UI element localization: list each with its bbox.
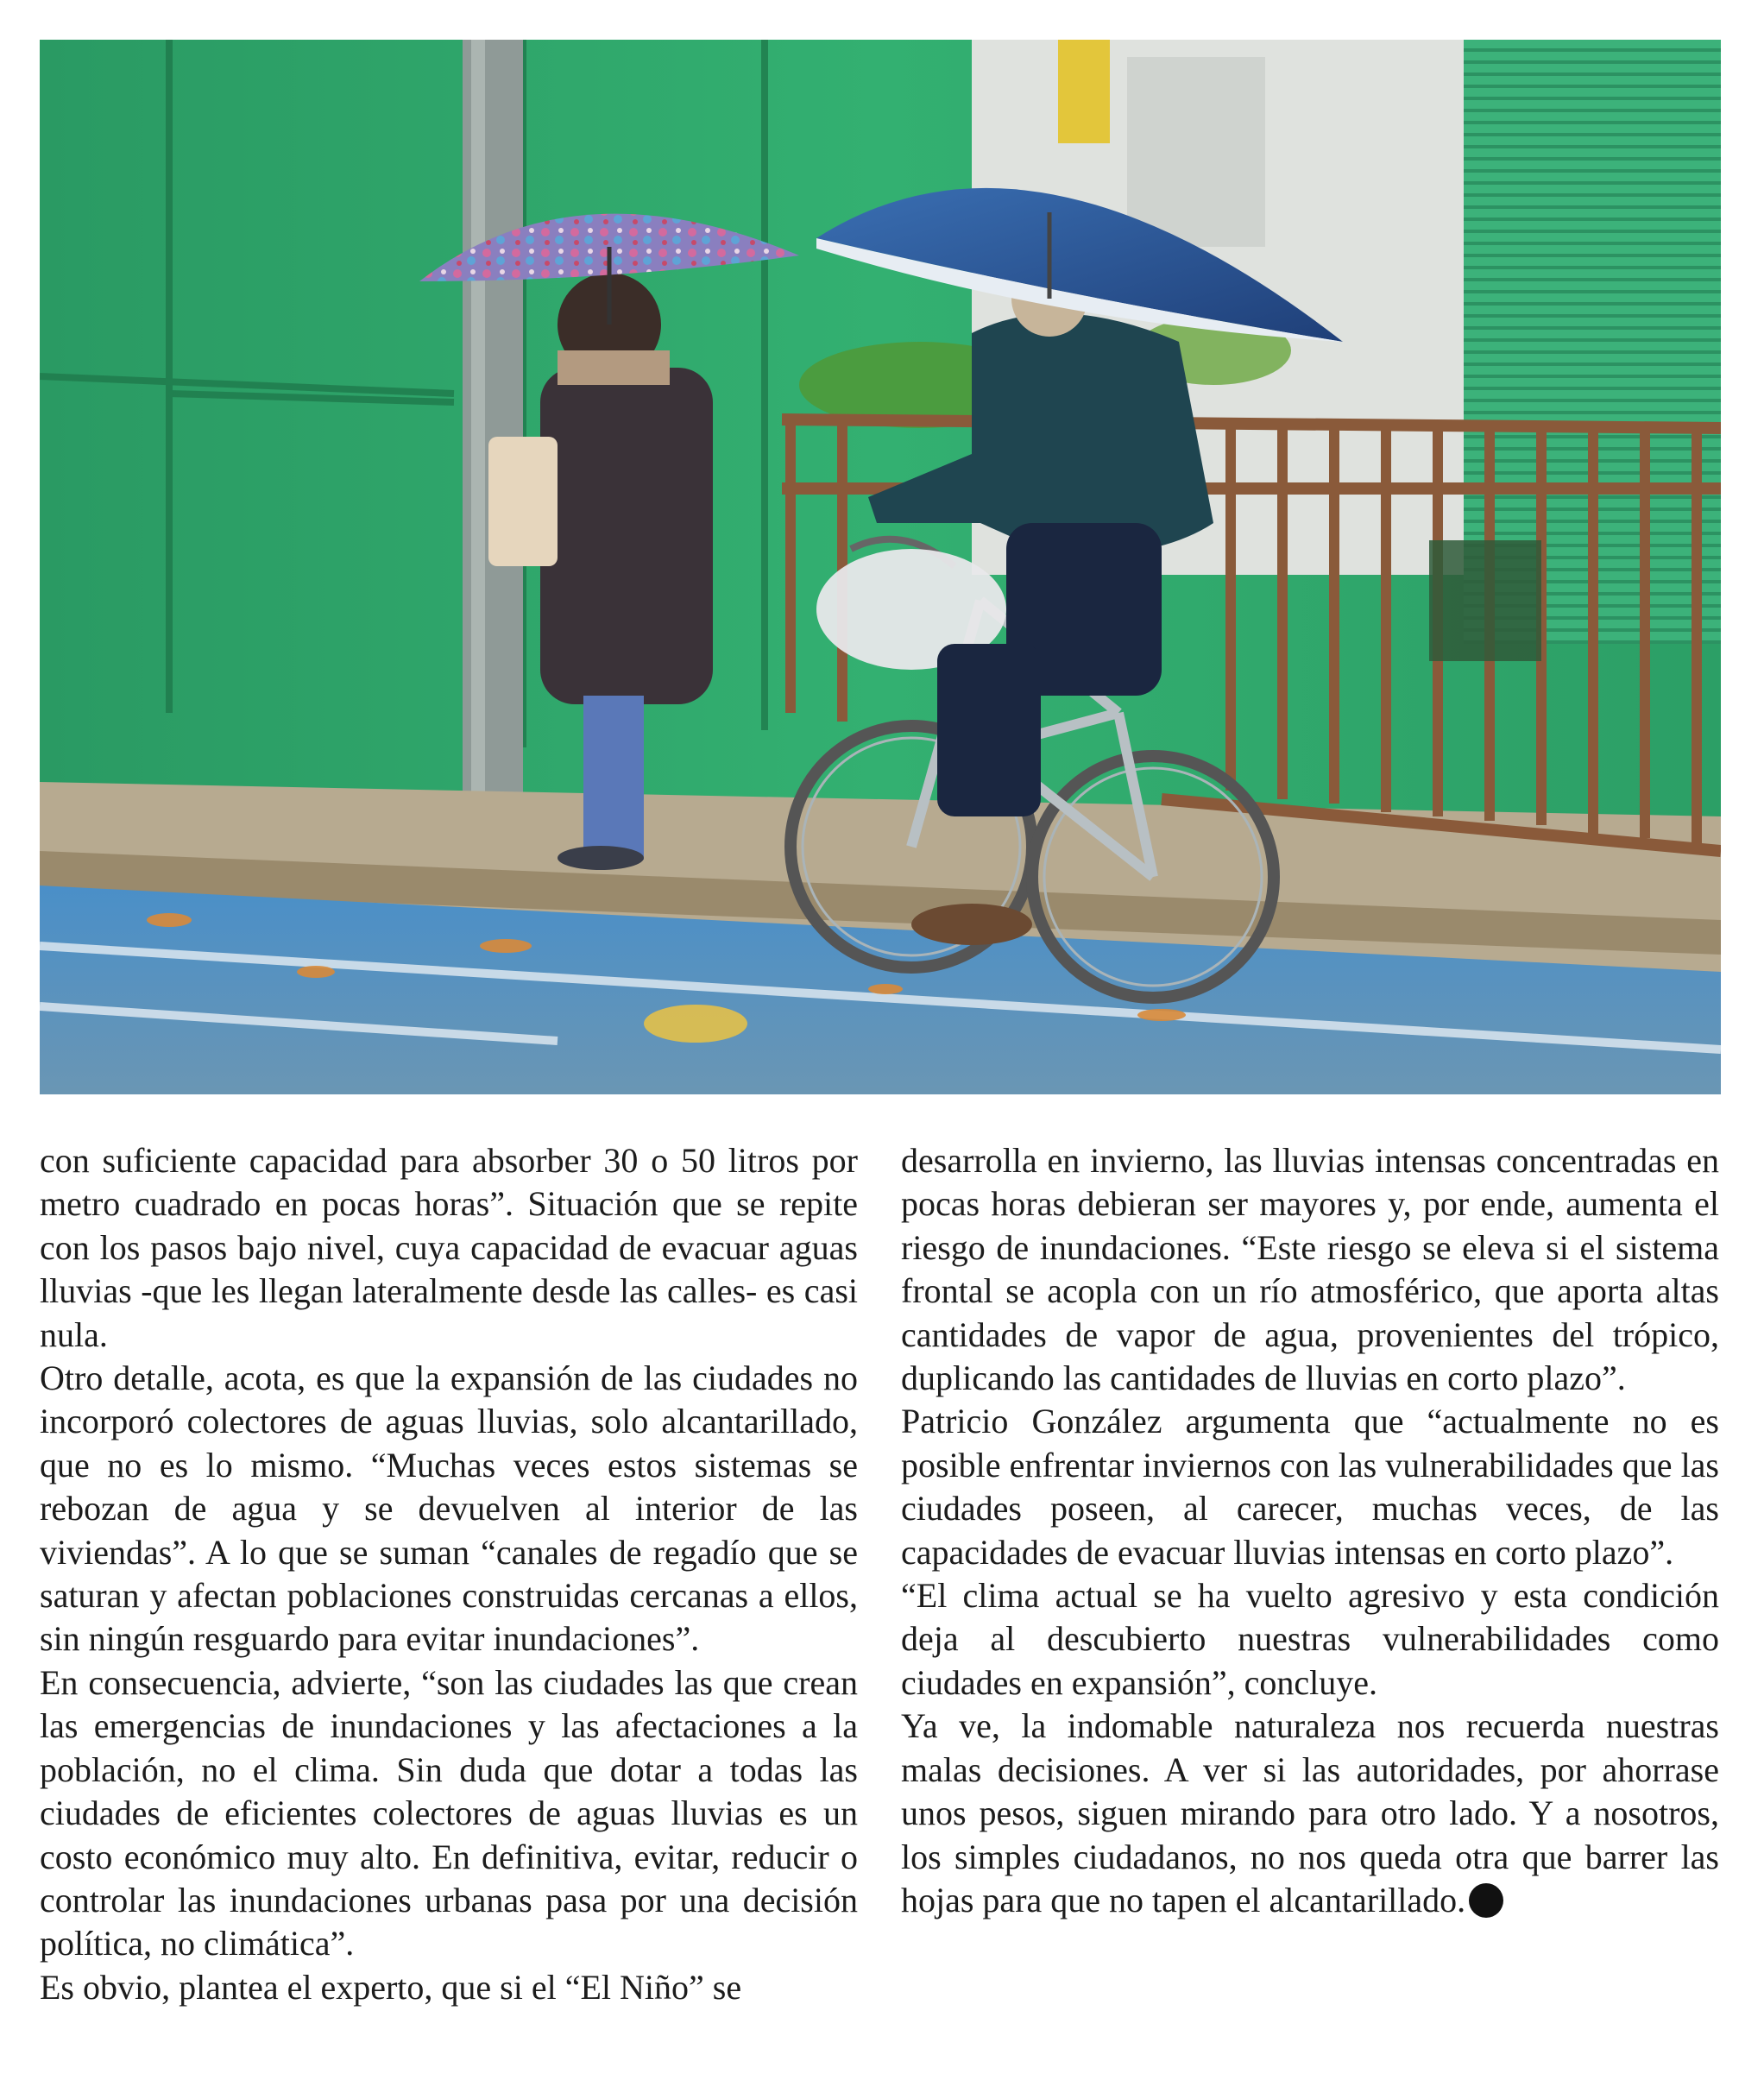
end-of-article-dot-icon [1469, 1883, 1503, 1918]
paragraph-final-text: Ya ve, la indomable naturaleza nos recuerda nuestras malas decisiones. A ver si las autoridades, por ahorrase unos pesos, siguen mirando para otro lado. Y a nosotros, los simples ciudadanos, no nos queda otra que barrer las hojas para que no tapen el alcantarillado. [901, 1706, 1719, 1919]
article-column-right [901, 1139, 1719, 1922]
paragraph: Patricio González argumenta que “actualmente no es posible enfrentar inviernos con las vulnerabilidades que las ciudades poseen, al carecer, muchas veces, de las capacidades de evacuar lluvias intensas en corto plazo”. [901, 1402, 1719, 1572]
paragraph: con suficiente capacidad para absorber 30 o 50 litros por metro cuadrado en pocas horas”. Situación que se repite con los pasos bajo nivel, cuya capacidad de evacuar aguas lluvias -que les llegan lateralmente desde las calles- es casi nula. [40, 1141, 858, 1354]
paragraph: “El clima actual se ha vuelto agresivo y esta condición deja al descubierto nuestras vulnerabilidades como ciudades en expansión”, concluye. [901, 1576, 1719, 1702]
paragraph: En consecuencia, advierte, “son las ciudades las que crean las emergencias de inundaciones y las afectaciones a la población, no el clima. Sin duda que dotar a todas las ciudades de eficientes colectores de aguas lluvias es un costo económico muy alto. En definitiva, evitar, reducir o controlar las inundaciones urbanas pasa por una decisión política, no climática”. [40, 1662, 858, 1963]
paragraph: Es obvio, plantea el experto, que si el “El Niño” se [40, 1967, 742, 2007]
rainy-street-photo [40, 40, 1721, 1094]
paragraph: Otro detalle, acota, es que la expansión de las ciudades no incorporó colectores de aguas lluvias, solo alcantarillado, que no es lo mismo. “Muchas veces estos sistemas se rebozan de agua y se devuelven al interior de las viviendas”. A lo que se suman “canales de regadío que se saturan y afectan poblaciones construidas cercanas a ellos, sin ningún resguardo para evitar inundaciones”. [40, 1358, 858, 1659]
yellow-pipe [1058, 40, 1110, 143]
article-column-left [40, 1139, 858, 2009]
trash-bin [1429, 540, 1541, 661]
article-photo [40, 40, 1721, 1094]
paragraph-final [901, 1705, 1719, 1922]
paragraph: desarrolla en invierno, las lluvias intensas concentradas en pocas horas debieran ser mayores y, por ende, aumenta el riesgo de inundaciones. “Este riesgo se eleva si el sistema frontal se acopla con un río atmosférico, que aporta altas cantidades de vapor de agua, provenientes del trópico, duplicando las cantidades de lluvias en corto plazo”. [901, 1141, 1719, 1398]
